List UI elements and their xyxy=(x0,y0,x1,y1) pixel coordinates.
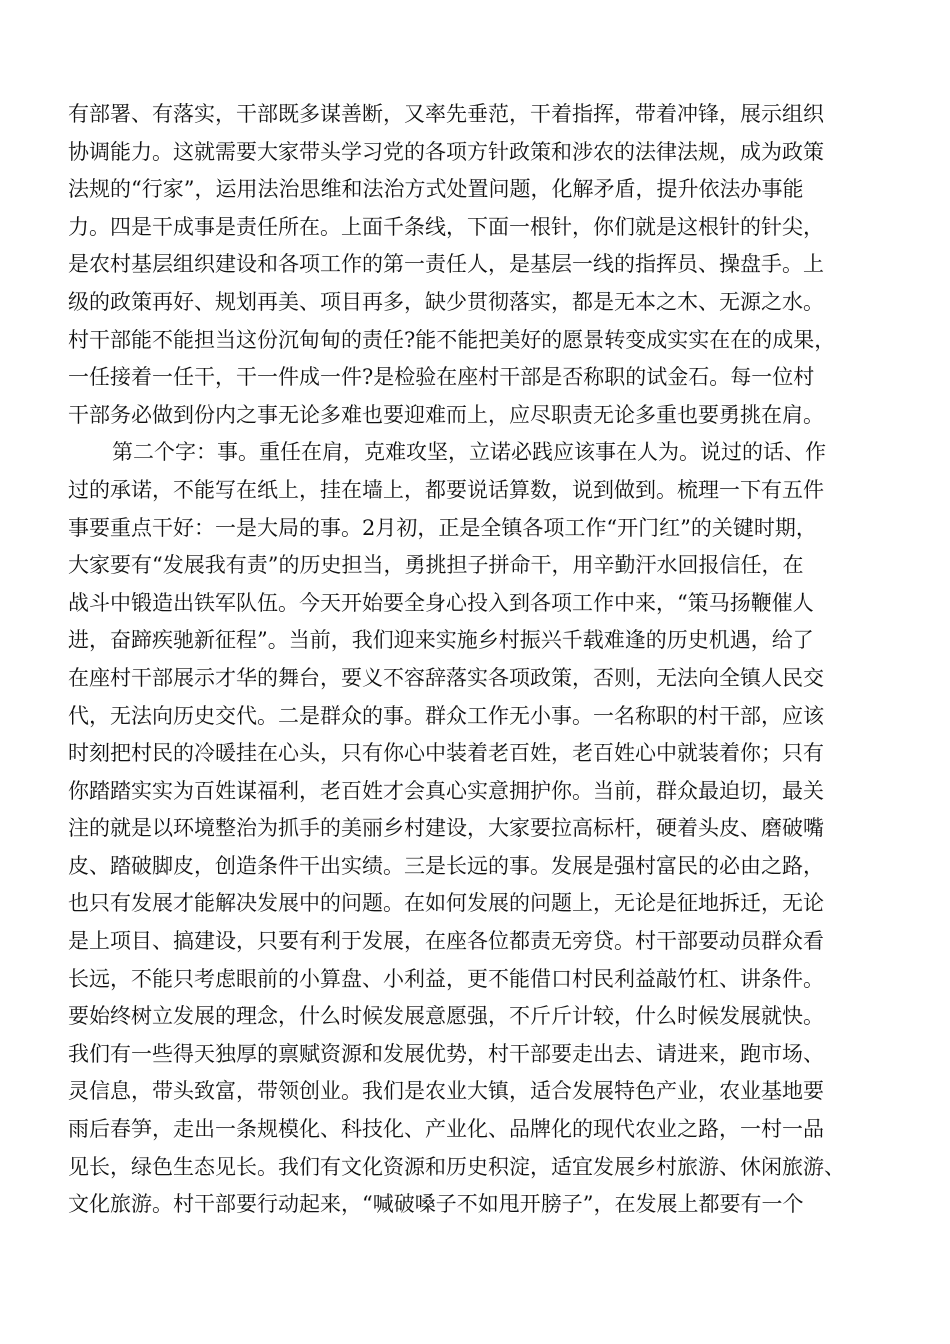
text-line: 大家要有“发展我有责”的历史担当，勇挑担子拼命干，用辛勤汗水回报信任，在 xyxy=(68,553,804,578)
text-line: 一任接着一任干，干一件成一件?是检验在座村干部是否称职的试金石。每一位村 xyxy=(68,365,815,390)
text-line: 战斗中锻造出铁军队伍。今天开始要全身心投入到各项工作中来，“策马扬鞭催人 xyxy=(68,590,814,615)
text-line: 文化旅游。村干部要行动起来，“喊破嗓子不如甩开膀子”，在发展上都要有一个 xyxy=(68,1192,804,1217)
text-line: 干部务必做到份内之事无论多难也要迎难而上，应尽职责无论多重也要勇挑在肩。 xyxy=(68,402,824,427)
text-line: 要始终树立发展的理念，什么时候发展意愿强，不斤斤计较，什么时候发展就快。 xyxy=(68,1004,824,1029)
text-line: 协调能力。这就需要大家带头学习党的各项方针政策和涉农的法律法规，成为政策 xyxy=(68,139,824,164)
text-line: 注的就是以环境整治为抓手的美丽乡村建设，大家要拉高标杆，硬着头皮、磨破嘴 xyxy=(68,816,824,841)
document-body xyxy=(68,96,883,1224)
text-line: 我们有一些得天独厚的禀赋资源和发展优势，村干部要走出去、请进来，跑市场、 xyxy=(68,1041,824,1066)
text-line: 村干部能不能担当这份沉甸甸的责任?能不能把美好的愿景转变成实实在在的成果， xyxy=(68,327,836,352)
text-line: 是上项目、搞建设，只要有利于发展，在座各位都责无旁贷。村干部要动员群众看 xyxy=(68,929,824,954)
text-line: 事要重点干好：一是大局的事。2月初，正是全镇各项工作“开门红”的关键时期， xyxy=(68,515,817,540)
text-line: 力。四是干成事是责任所在。上面千条线，下面一根针，你们就是这根针的针尖， xyxy=(68,214,824,239)
text-line: 长远，不能只考虑眼前的小算盘、小利益，更不能借口村民利益敲竹杠、讲条件。 xyxy=(68,966,824,991)
text-line: 是农村基层组织建设和各项工作的第一责任人，是基层一线的指挥员、操盘手。上 xyxy=(68,252,824,277)
text-line: 代，无法向历史交代。二是群众的事。群众工作无小事。一名称职的村干部，应该 xyxy=(68,703,824,728)
text-line: 在座村干部展示才华的舞台，要义不容辞落实各项政策，否则，无法向全镇人民交 xyxy=(68,665,824,690)
text-line: 也只有发展才能解决发展中的问题。在如何发展的问题上，无论是征地拆迁，无论 xyxy=(68,891,824,916)
text-line: 过的承诺，不能写在纸上，挂在墙上，都要说话算数，说到做到。梳理一下有五件 xyxy=(68,477,824,502)
text-line: 第二个字：事。重任在肩，克难攻坚，立诺必践应该事在人为。说过的话、作 xyxy=(112,440,826,465)
text-line: 灵信息，带头致富，带领创业。我们是农业大镇，适合发展特色产业，农业基地要 xyxy=(68,1079,824,1104)
paragraph-2 xyxy=(68,434,883,1223)
text-line: 时刻把村民的冷暖挂在心头，只有你心中装着老百姓，老百姓心中就装着你；只有 xyxy=(68,741,824,766)
text-line: 进，奋蹄疾驰新征程”。当前，我们迎来实施乡村振兴千载难逢的历史机遇，给了 xyxy=(68,628,814,653)
paragraph-1 xyxy=(68,96,883,434)
text-line: 雨后春笋，走出一条规模化、科技化、产业化、品牌化的现代农业之路，一村一品 xyxy=(68,1117,824,1142)
text-line: 皮、踏破脚皮，创造条件干出实绩。三是长远的事。发展是强村富民的必由之路， xyxy=(68,853,824,878)
text-line: 级的政策再好、规划再美、项目再多，缺少贯彻落实，都是无本之木、无源之水。 xyxy=(68,289,824,314)
text-line: 法规的“行家”，运用法治思维和法治方式处置问题，化解矛盾，提升依法办事能 xyxy=(68,177,804,202)
text-line: 你踏踏实实为百姓谋福利，老百姓才会真心实意拥护你。当前，群众最迫切，最关 xyxy=(68,778,824,803)
text-line: 见长，绿色生态见长。我们有文化资源和历史积淀，适宜发展乡村旅游、休闲旅游、 xyxy=(68,1154,845,1179)
text-line: 有部署、有落实，干部既多谋善断，又率先垂范，干着指挥，带着冲锋，展示组织 xyxy=(68,102,824,126)
